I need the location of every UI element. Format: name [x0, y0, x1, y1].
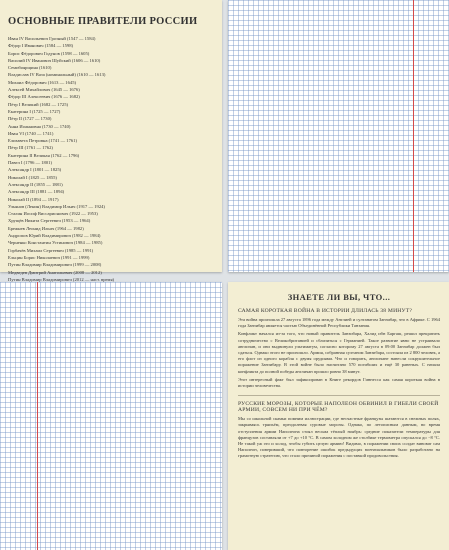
- list-item: Екатерина I (1725 — 1727): [8, 108, 61, 114]
- fact-paragraph: Этот интересный факт был зафиксирован в Книге рекордов Гиннесса как самая короткая война в истории человечества.: [238, 376, 440, 389]
- list-item: Фёдор I Иванович (1584 — 1598): [8, 43, 74, 49]
- list-item: Иван IV Васильевич Грозный (1547 — 1584): [8, 36, 96, 41]
- list-item: Иван VI (1740 — 1741): [8, 130, 54, 136]
- rulers-list: [8, 35, 212, 283]
- fact-paragraph: Мы со школьной скамьи помним иллюстрации, где несчастные французы шатаются в снежных полях, закрываясь тряпьём, преодолевая суровые морозы. Однако, по летописным данным, во время отступления армии Наполеона стоял весьма тёплый ноябрь: средние показатели температуры для французов составляли от +7 до +10 °С. В самом холодном же столбике термометра опускался до −8 °С. Не такой уж это и холод, чтобы губить целую армию! Видимо, в поражении своих солдат виноват сам Наполеон, поверивший, что повторение ошибок предыдущих военачальников было разработано на грамотную стратегию, что стало причиной поражения с поставкой продовольствия.: [238, 416, 440, 459]
- list-item: Горбачёв Михаил Сергеевич (1985 — 1991): [8, 247, 94, 253]
- list-item: Алексей Михайлович (1645 — 1676): [8, 87, 80, 93]
- list-item: Пётр III (1761 — 1762): [8, 145, 53, 151]
- facts-page: [228, 282, 449, 550]
- list-item: Ельцин Борис Николаевич (1991 — 1999): [8, 254, 90, 260]
- rulers-page: [0, 0, 222, 282]
- grid-page-top: [228, 0, 449, 272]
- list-item: Медведев Дмитрий Анатольевич (2008 — 2012): [8, 269, 102, 275]
- list-item: Черненко Константин Устинович (1984 — 1985): [8, 240, 103, 246]
- list-item: Александр I (1801 — 1825): [8, 167, 62, 173]
- list-item: Сталин Иосиф Виссарионович (1922 — 1953): [8, 211, 98, 217]
- list-item: Путин Владимир Владимирович (1999 — 2008): [8, 262, 102, 268]
- list-item: Фёдор III Алексеевич (1676 — 1682): [8, 94, 80, 100]
- list-item: Елизавета Петровна (1741 — 1761): [8, 138, 77, 144]
- list-item: Хрущёв Никита Сергеевич (1953 — 1964): [8, 218, 91, 224]
- list-item: Брежнев Леонид Ильич (1964 — 1982): [8, 225, 84, 231]
- list-item: Владислав IV Ваза (номинальный) (1610 — 1613): [8, 72, 106, 78]
- list-item: Екатерина II Великая (1762 — 1796): [8, 152, 80, 158]
- margin-line: [413, 0, 414, 272]
- rulers-page-title: ОСНОВНЫЕ ПРАВИТЕЛИ РОССИИ: [8, 16, 198, 27]
- list-item: Путин Владимир Владимирович (2012 — наст. время): [8, 276, 115, 282]
- list-item: Александр III (1881 — 1894): [8, 189, 65, 195]
- fact-paragraph: Эта война произошла 27 августа 1896 года между Англией и султанатом Занзибар, что в Африке. С 1964 года Занзибар является частью Объединённой Республики Танзания.: [238, 317, 440, 329]
- list-item: Николай I (1825 — 1855): [8, 174, 57, 180]
- fact-heading: САМАЯ КОРОТКАЯ ВОЙНА В ИСТОРИИ ДЛИЛАСЬ 38 МИНУТ?: [238, 308, 413, 314]
- list-item: Пётр I Великий (1682 — 1725): [8, 101, 69, 107]
- list-item: Ульянов (Ленин) Владимир Ильич (1917 — 1924): [8, 203, 105, 209]
- divider: [238, 395, 440, 396]
- list-item: Борис Фёдорович Годунов (1598 — 1605): [8, 50, 90, 56]
- list-item: Николай II (1894 — 1917): [8, 196, 59, 202]
- margin-line: [37, 282, 38, 550]
- list-item: Александр II (1855 — 1881): [8, 181, 63, 187]
- fact-paragraph: Конфликт начался из-за того, что новый правитель Занзибара, Халид ибн Баргаш, решил прекратить сотрудничество с Великобританией и сблизиться с Германией. Такое развитие явно не устраивало англичан, и они выдвинули ультиматум, согласно которому 27 августа в 09:00 Занзибар должен был сдаться. Однако этого не произошло. Армия, собранная султаном Занзибара, состояла из 2 800 человек, а его флот из одного корабля с двумя орудиями. Что и говорить, англичане нанесли сокрушительное поражение Занзибару. В этой войне было насчитано 570 погибших и ещё 30 раненых. С начала конфликта до полной победы англичан прошло ровно 38 минут.: [238, 331, 440, 374]
- fact-heading: РУССКИЕ МОРОЗЫ, КОТОРЫЕ НАПОЛЕОН ОБВИНИЛ В ГИБЕЛИ СВОЕЙ АРМИИ, СОВСЕМ НИ ПРИ ЧЁМ?: [238, 401, 439, 414]
- facts-page-title: ЗНАЕТЕ ЛИ ВЫ, ЧТО...: [287, 292, 391, 302]
- list-item: Василий IV Иванович Шуйский (1606 — 1610): [8, 57, 101, 63]
- list-item: Андропов Юрий Владимирович (1982 — 1984): [8, 233, 101, 239]
- grid-page-bottom: [0, 282, 222, 550]
- list-item: Михаил Фёдорович (1613 — 1645): [8, 79, 77, 85]
- list-item: Анна Иоанновна (1730 — 1740): [8, 123, 71, 129]
- list-item: Семибоярщина (1610): [8, 65, 52, 71]
- list-item: Павел I (1796 — 1801): [8, 160, 52, 166]
- list-item: Пётр II (1727 — 1730): [8, 116, 52, 122]
